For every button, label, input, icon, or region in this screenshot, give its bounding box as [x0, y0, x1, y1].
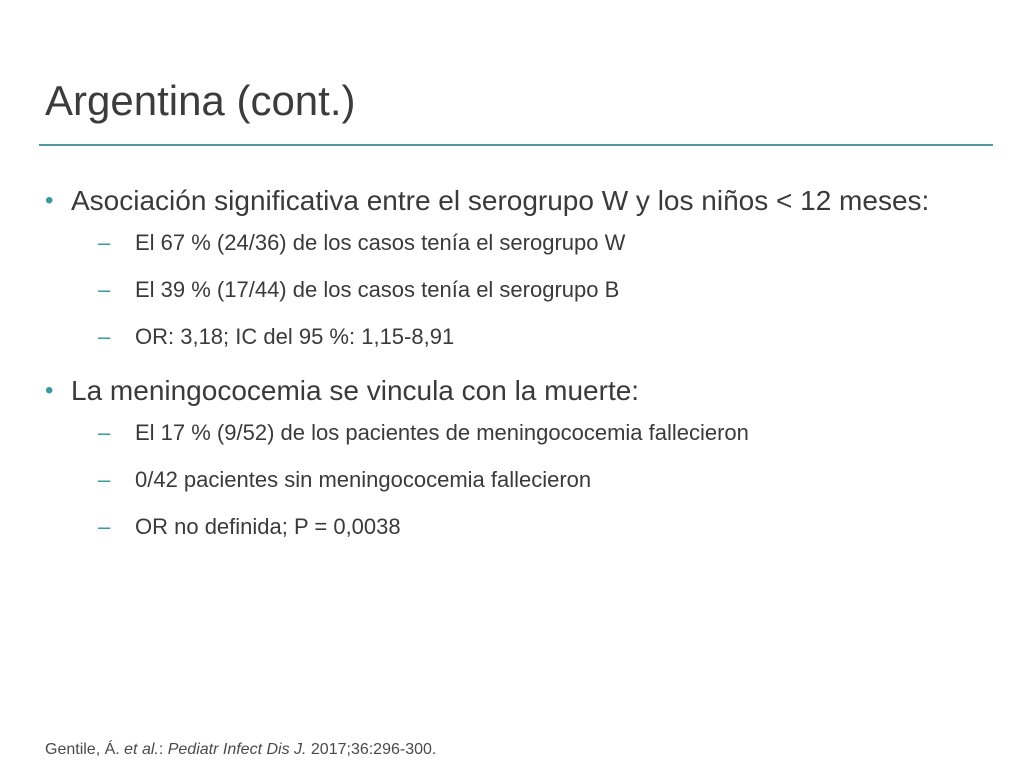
- citation-footnote: [45, 740, 436, 760]
- sub-item-text: El 39 % (17/44) de los casos tenía el serogrupo B: [135, 277, 620, 302]
- dash-icon: –: [98, 230, 111, 255]
- slide-content: [45, 182, 945, 559]
- sub-item-text: OR: 3,18; IC del 95 %: 1,15-8,91: [135, 324, 455, 349]
- dash-icon: –: [98, 467, 111, 492]
- sub-list: [45, 228, 945, 352]
- sub-item-text: El 67 % (24/36) de los casos tenía el serogrupo W: [135, 230, 626, 255]
- dash-icon: –: [98, 277, 111, 302]
- sub-item: [45, 322, 945, 352]
- bullet-icon: •: [45, 377, 54, 404]
- sub-item-text: 0/42 pacientes sin meningococemia fallecieron: [135, 467, 592, 492]
- slide-title: Argentina (cont.): [45, 77, 356, 124]
- bullet-item: [45, 372, 945, 410]
- title-divider: [39, 144, 993, 146]
- bullet-icon: •: [45, 187, 54, 214]
- footnote-citation: 2017;36:296-300.: [306, 741, 437, 758]
- footnote-authors: Gentile, Á.: [45, 741, 120, 758]
- bullet-item: [45, 182, 945, 220]
- sub-item: [45, 228, 945, 258]
- sub-list: [45, 418, 945, 542]
- sub-item-text: El 17 % (9/52) de los pacientes de meningococemia fallecieron: [135, 420, 749, 445]
- sub-item: [45, 275, 945, 305]
- dash-icon: –: [98, 514, 111, 539]
- dash-icon: –: [98, 420, 111, 445]
- footnote-etal: et al.: [124, 741, 159, 758]
- bullet-text: Asociación significativa entre el serogrupo W y los niños < 12 meses:: [71, 185, 930, 216]
- sub-item: [45, 465, 945, 495]
- bullet-text: La meningococemia se vincula con la muerte:: [71, 375, 640, 406]
- footnote-separator: :: [158, 741, 168, 758]
- sub-item-text: OR no definida; P = 0,0038: [135, 514, 401, 539]
- sub-item: [45, 512, 945, 542]
- sub-item: [45, 418, 945, 448]
- footnote-journal: Pediatr Infect Dis J.: [167, 741, 307, 758]
- dash-icon: –: [98, 324, 111, 349]
